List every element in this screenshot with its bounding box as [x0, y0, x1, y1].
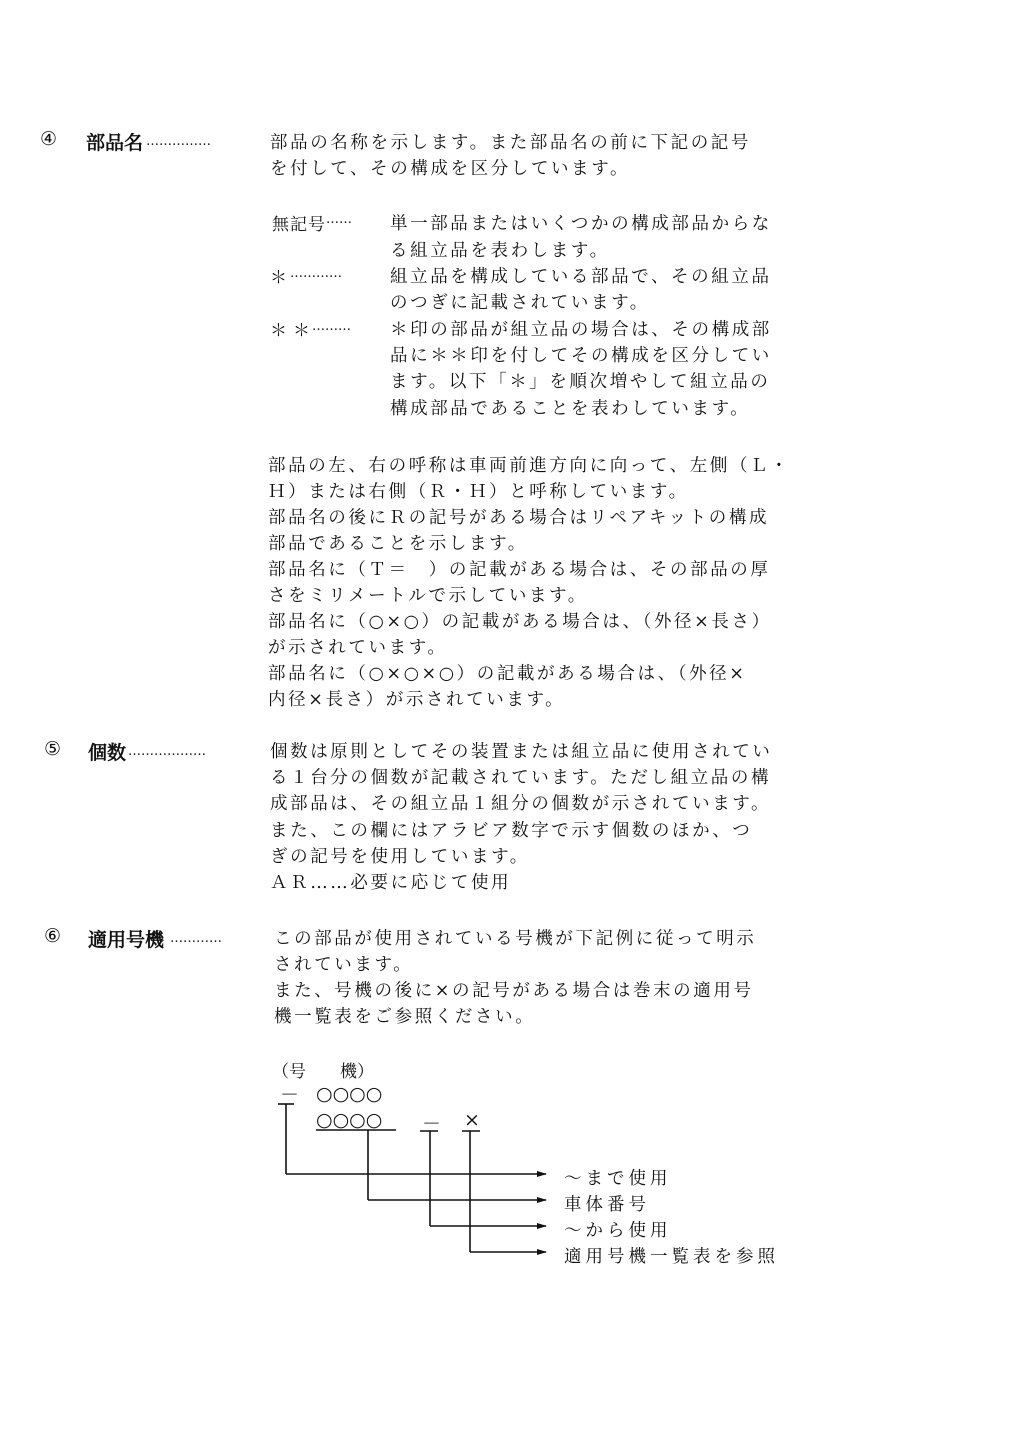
- leader-dots: ……………: [146, 134, 211, 149]
- note-line: 内径×長さ）が示されています。: [268, 690, 566, 710]
- note-line: 部品であることを示します。: [268, 534, 528, 554]
- symbol-description: 品に＊＊印を付してその構成を区分してい: [390, 346, 772, 366]
- leader-dots: …………: [290, 266, 342, 281]
- label-used-from: ～から使用: [564, 1221, 672, 1241]
- label-see-unit-list: 適用号機一覧表を参照: [564, 1247, 779, 1267]
- paragraph-line: 部品の名称を示します。また部品名の前に下記の記号: [270, 133, 751, 153]
- suffix-x-mark: ×: [464, 1109, 480, 1131]
- section-heading: 適用号機: [88, 929, 165, 951]
- section-number: ④: [40, 128, 58, 150]
- leader-dots: …………: [170, 931, 222, 946]
- note-line: Ｈ）または右側（Ｒ・Ｈ）と呼称しています。: [268, 482, 689, 502]
- symbol-description: る組立品を表わします。: [390, 241, 610, 261]
- paragraph-line: ＡＲ……必要に応じて使用: [270, 873, 512, 893]
- leader-dots: ……: [326, 212, 352, 227]
- paragraph-line: を付して、その構成を区分しています。: [270, 159, 631, 179]
- paragraph-line: また、号機の後に×の記号がある場合は巻末の適用号: [274, 981, 754, 1001]
- diagram-header: （号 機）: [272, 1062, 374, 1082]
- symbol-description: のつぎに記載されています。: [390, 293, 650, 313]
- paragraph-line: 個数は原則としてその装置または組立品に使用されてい: [270, 742, 773, 762]
- label-chassis-number: 車体番号: [564, 1195, 650, 1215]
- note-line: 部品名に（○×○×○）の記載がある場合は、（外径×: [268, 664, 747, 684]
- paragraph-line: 機一覧表をご参照ください。: [274, 1007, 536, 1027]
- note-line: 部品名に（Ｔ＝ ）の記載がある場合は、その部品の厚: [268, 560, 771, 580]
- symbol-description: ます。以下「＊」を順次増やして組立品の: [390, 372, 771, 392]
- note-line: 部品名に（○×○）の記載がある場合は、（外径×長さ）: [268, 612, 772, 632]
- serial-circles-row2: ○○○○: [316, 1109, 383, 1131]
- note-line: が示されています。: [268, 638, 448, 658]
- symbol-description: ＊印の部品が組立品の場合は、その構成部: [390, 320, 772, 340]
- note-line: さをミリメートルで示しています。: [268, 586, 588, 606]
- paragraph-line: この部品が使用されている号機が下記例に従って明示: [274, 929, 757, 949]
- leader-dots: ………………: [128, 744, 206, 759]
- paragraph-line: ぎの記号を使用しています。: [270, 847, 530, 867]
- symbol-label: ＊: [270, 268, 288, 288]
- paragraph-line: されています。: [274, 955, 414, 975]
- symbol-description: 単一部品またはいくつかの構成部品からな: [390, 214, 772, 234]
- leader-dots: ………: [312, 319, 351, 334]
- symbol-label: ＊＊: [270, 321, 316, 341]
- section-heading: 個数: [88, 742, 127, 764]
- section-number: ⑥: [44, 925, 62, 947]
- section-heading: 部品名: [86, 132, 144, 154]
- paragraph-line: る１台分の個数が記載されています。ただし組立品の構: [270, 768, 772, 788]
- symbol-label: 無記号: [272, 215, 326, 235]
- label-used-until: ～まで使用: [564, 1169, 672, 1189]
- note-line: 部品の左、右の呼称は車両前進方向に向って、左側（Ｌ・: [268, 456, 791, 476]
- suffix-dash: －: [422, 1113, 442, 1135]
- paragraph-line: また、この欄にはアラビア数字で示す個数のほか、つ: [270, 821, 753, 841]
- section-number: ⑤: [44, 738, 62, 760]
- paragraph-line: 成部品は、その組立品１組分の個数が示されています。: [270, 794, 772, 814]
- symbol-description: 構成部品であることを表わしています。: [390, 399, 751, 419]
- symbol-description: 組立品を構成している部品で、その組立品: [390, 267, 772, 287]
- note-line: 部品名の後にＲの記号がある場合はリペアキットの構成: [268, 508, 770, 528]
- prefix-dash: －: [280, 1084, 300, 1106]
- serial-circles-row1: ○○○○: [316, 1083, 383, 1105]
